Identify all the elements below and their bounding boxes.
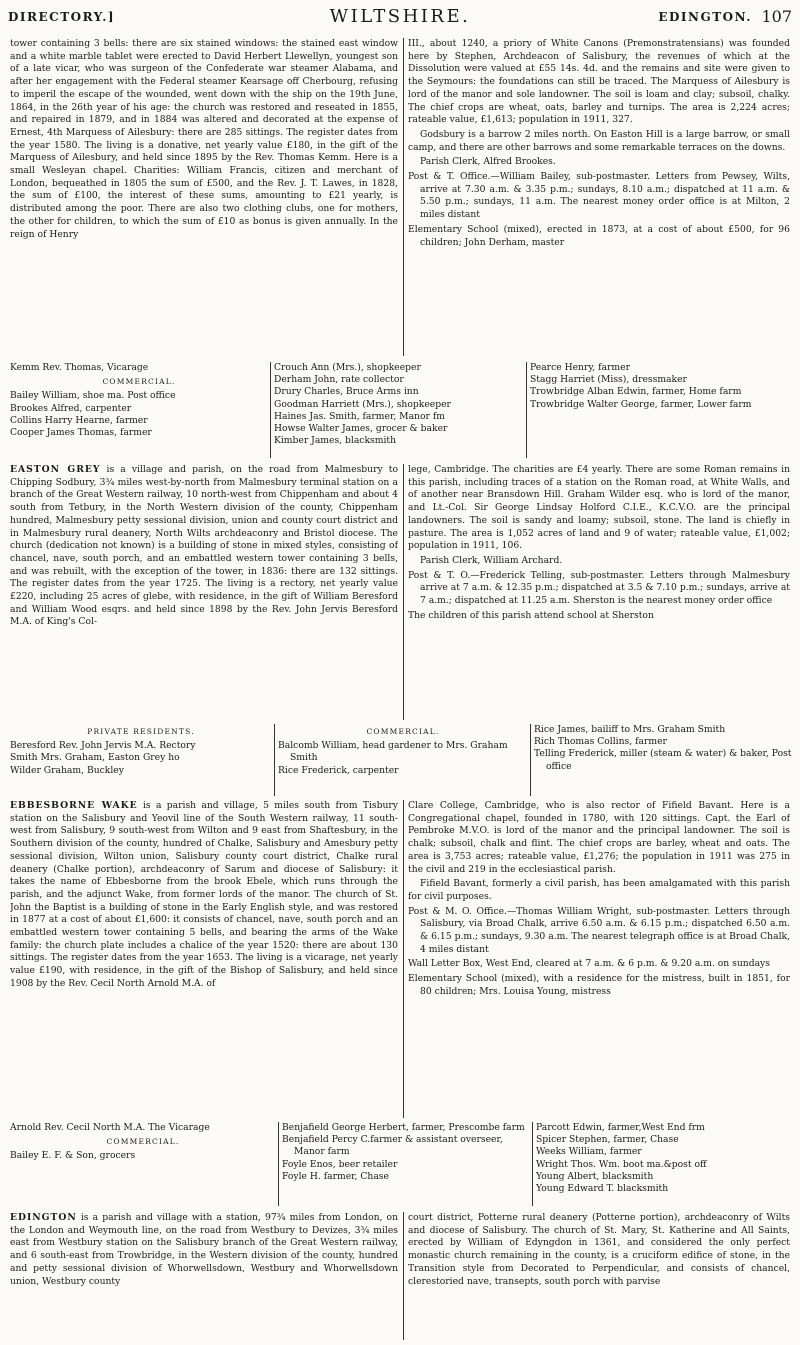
easton-grey-directory-col1 xyxy=(10,724,272,796)
easton-grey-school: The children of this parish attend school at Sherston xyxy=(408,609,654,621)
directory-entry: Brookes Alfred, carpenter xyxy=(10,402,132,414)
directory-entry: Smith Mrs. Graham, Easton Grey ho xyxy=(10,752,180,764)
commercial-heading: COMMERCIAL. xyxy=(106,1137,180,1147)
ebbesborne-wake-right-extra: Fifield Bavant, formerly a civil parish, has been amalgamated with this parish for civil purposes. xyxy=(408,878,790,902)
ebbesborne-wake-directory-col1 xyxy=(10,1122,276,1206)
ebbesborne-wake-wall-letter-box: Wall Letter Box, West End, cleared at 7 a.m. & 6 p.m. & 9.20 a.m. on sundays xyxy=(408,958,770,970)
directory-rule xyxy=(526,362,527,458)
dauntsey-directory-col3 xyxy=(530,362,792,458)
column-rule xyxy=(403,1212,404,1340)
easton-grey-right-text: lege, Cambridge. The charities are £4 yearly. There are some Roman remains in this parish, including traces of a station on the Roman road, at White Walls, and of another near Bransdown Hill. Graham Wilder esq. who is lord of the manor, and Lt.-Col. Sir George Lindsay Holford C.I.E., K.C.V.O. are the principal landowners. The soil is sandy and loamy; subsoil, stone. The land is chiefly in pasture. The area is 1,052 acres of land and 9 of water; rateable value, £1,002; population in 1911, 106. xyxy=(408,464,790,552)
directory-entry: Howse Walter James, grocer & baker xyxy=(274,423,448,435)
ebbesborne-wake-school: Elementary School (mixed), with a residence for the mistress, built in 1851, for 80 children; Mrs. Louisa Young, mistress xyxy=(408,973,790,997)
running-head-right: EDINGTON. xyxy=(658,10,752,24)
directory-entry: Pearce Henry, farmer xyxy=(530,362,630,373)
dauntsey-right-extra: Godsbury is a barrow 2 miles north. On Easton Hill is a large barrow, or small camp, and there are other barrows and some remarkable terraces on the downs. xyxy=(408,128,790,153)
running-head-county: WILTSHIRE. xyxy=(329,6,471,27)
directory-entry: Trowbridge Walter George, farmer, Lower farm xyxy=(530,398,752,410)
edington-heading: EDINGTON xyxy=(10,1212,77,1223)
directory-entry: Wright Thos. Wm. boot ma.&post off xyxy=(536,1158,707,1170)
directory-entry: Young Albert, blacksmith xyxy=(536,1170,654,1182)
directory-entry: Young Edward T. blacksmith xyxy=(536,1183,669,1195)
dauntsey-right-text: III., about 1240, a priory of White Canons (Premonstratensians) was founded here by Stephen, Archdeacon of Salisbury, the revenues of which at the Dissolution were valued at £55 14s. 4d. and the remains and site were given to the Seymours: the foundations can still be traced. The Marquess of Ailesbury is lord of the manor and sole landowner. The soil is loam and clay; subsoil, chalky. The chief crops are wheat, oats, barley and turnips. The area is 2,224 acres; rateable value, £1,613; population in 1911, 327. xyxy=(408,38,790,126)
ebbesborne-wake-right-column xyxy=(408,800,790,1118)
private-residents-heading: PRIVATE RESIDENTS. xyxy=(87,727,195,736)
dauntsey-parish-clerk: Parish Clerk, Alfred Brookes. xyxy=(420,156,556,168)
easton-grey-left-text: is a village and parish, on the road from Malmesbury to Chipping Sodbury, 3¾ miles west-by-north from Malmesbury terminal station on a branch of the Great Western railway, 10 north-west from Chippenham and about 4 south from Tetbury, in the North Western division of the county, Chippenham hundred, Malmesbury petty sessional division, union and county court district and in Malmesbury rural deanery, North Wilts archdeaconry and Bristol diocese. The church (dedication not known) is a building of stone in mixed styles, consisting of chancel, nave, south porch, and an embattled western tower containing 3 bells, and was rebuilt, with the exception of the tower, in 1836: there are 132 sittings. The register dates from the year 1725. The living is a rectory, net yearly value £220, including 25 acres of glebe, with residence, in the gift of William Beresford and William Wood esqrs. and held since 1898 by the Rev. John Jervis Beresford M.A. of King's Col- xyxy=(10,464,398,628)
column-rule xyxy=(403,38,404,356)
ebbesborne-wake-left-column xyxy=(10,800,398,1118)
directory-entry: Haines Jas. Smith, farmer, Manor fm xyxy=(274,410,445,422)
dauntsey-post-office: Post & T. Office.—William Bailey, sub-postmaster. Letters from Pewsey, Wilts, arrive at 7.30 a.m. & 3.35 p.m.; sundays, 8.10 a.m.; dispatched at 11 a.m. & 5.50 p.m.; sundays, 11 a.m. The nearest money order office is at Milton, 2 miles distant xyxy=(408,171,790,221)
directory-entry: Rice James, bailiff to Mrs. Graham Smith xyxy=(534,724,726,735)
directory-entry: Wilder Graham, Buckley xyxy=(10,764,124,776)
ebbesborne-wake-right-text: Clare College, Cambridge, who is also rector of Fifield Bavant. Here is a Congregational chapel, founded in 1780, with 120 sittings. Capt. the Earl of Pembroke M.V.O. is lord of the manor and the principal landowner. The soil is chalk; subsoil, chalk and flint. The chief crops are barley, wheat and oats. The area is 3,753 acres; rateable value, £1,276; the population in 1911 was 275 in the civil and 219 in the ecclesiastical parish. xyxy=(408,800,790,875)
running-head-left: DIRECTORY.] xyxy=(8,10,116,24)
dauntsey-right-column xyxy=(408,38,790,356)
edington-left-column xyxy=(10,1212,398,1340)
easton-grey-heading: EASTON GREY xyxy=(10,464,101,475)
ebbesborne-wake-directory-col2 xyxy=(282,1122,530,1206)
directory-entry: Benjafield Percy C.farmer & assistant overseer, Manor farm xyxy=(282,1134,503,1158)
directory-entry: Rich Thomas Collins, farmer xyxy=(534,736,667,748)
directory-entry: Drury Charles, Bruce Arms inn xyxy=(274,386,419,398)
page-number: 107 xyxy=(761,7,792,26)
directory-rule xyxy=(278,1122,279,1206)
ebbesborne-wake-left-text: is a parish and village, 5 miles south from Tisbury station on the Salisbury and Yeovil line of the South Western railway, 11 south-west from Salisbury, 9 south-west from Wilton and 9 east from Shaftesbury, in the Southern division of the county, hundred of Chalke, Salisbury and Amesbury petty sessional division, Wilton union, Salisbury county court district, Chalke rural deanery (Chalke portion), archdeaconry of Sarum and diocese of Salisbury: it takes the name of Ebbesborne from the brook Ebele, which runs through the parish, and the adjunct Wake, from former lords of the manor. The church of St. John the Baptist is a building of stone in the Early English style, and was restored in 1877 at a cost of about £1,600: it consists of chancel, nave, south porch and an embattled western tower containing 5 bells, and bearing the arms of the Wake family: the church plate includes a chalice of the year 1520: there are about 130 sittings. The register dates from the year 1653. The living is a vicarage, net yearly value £190, with residence, in the gift of the Bishop of Salisbury, and held since 1908 by the Rev. Cecil North Arnold M.A. of xyxy=(10,800,398,989)
directory-entry: Weeks William, farmer xyxy=(536,1146,642,1158)
directory-entry: Foyle Enos, beer retailer xyxy=(282,1158,398,1170)
column-rule xyxy=(403,800,404,1118)
directory-rule xyxy=(532,1122,533,1206)
directory-entry: Kimber James, blacksmith xyxy=(274,435,396,447)
directory-entry: Cooper James Thomas, farmer xyxy=(10,427,152,439)
easton-grey-left-column xyxy=(10,464,398,720)
commercial-heading: COMMERCIAL. xyxy=(102,377,176,387)
edington-right-text: court district, Potterne rural deanery (Potterne portion), archdeaconry of Wilts and diocese of Salisbury. The church of St. Mary, St. Katherine and All Saints, erected by William of Edyngdon in 1361, and considered the only perfect monastic church remaining in the county, is a cruciform edifice of stone, in the Transition style from Decorated to Perpendicular, and consists of chancel, clerestoried nave, transepts, south porch with parvise xyxy=(408,1212,790,1287)
edington-left-text: is a parish and village with a station, 97¾ miles from London, on the London and Weymouth line, on the road from Westbury to Devizes, 3¾ miles east from Westbury station on the Salisbury branch of the Great Western railway, and 6 south-east from Trowbridge, in the Western division of the county, hundred and petty sessional division of Whorwellsdown, Westbury and Whorwellsdown union, Westbury county xyxy=(10,1212,398,1287)
directory-entry: Benjafield George Herbert, farmer, Prescombe farm xyxy=(282,1122,525,1133)
ebbesborne-wake-post-office: Post & M. O. Office.—Thomas William Wright, sub-postmaster. Letters through Salisbury, via Broad Chalk, arrive 6.50 a.m. & 6.15 p.m.; dispatched 6.50 a.m. & 6.15 p.m.; sundays, 9.30 a.m. The nearest telegraph office is at Broad Chalk, 4 miles distant xyxy=(408,905,790,955)
directory-entry: Bailey William, shoe ma. Post office xyxy=(10,390,176,402)
commercial-heading: COMMERCIAL. xyxy=(366,727,440,736)
directory-entry: Arnold Rev. Cecil North M.A. The Vicarage xyxy=(10,1122,210,1133)
dauntsey-school: Elementary School (mixed), erected in 1873, at a cost of about £500, for 96 children; John Derham, master xyxy=(408,223,790,248)
ebbesborne-wake-heading: EBBESBORNE WAKE xyxy=(10,800,138,811)
directory-entry: Goodman Harriett (Mrs.), shopkeeper xyxy=(274,398,451,410)
easton-grey-post-office: Post & T. O.—Frederick Telling, sub-postmaster. Letters through Malmesbury arrive at 7 a.m. & 12.35 p.m.; dispatched at 3.5 & 7.10 p.m.; sundays, arrive at 7 a.m.; dispatched at 11.25 a.m. Sherston is the nearest money order office xyxy=(408,569,790,607)
column-rule xyxy=(403,464,404,720)
easton-grey-directory-col3 xyxy=(534,724,792,796)
dauntsey-left-column xyxy=(10,38,398,356)
directory-entry: Foyle H. farmer, Chase xyxy=(282,1170,389,1182)
directory-entry: Collins Harry Hearne, farmer xyxy=(10,414,148,426)
directory-entry: Balcomb William, head gardener to Mrs. Graham Smith xyxy=(278,740,508,764)
page-header xyxy=(8,4,792,34)
directory-rule xyxy=(270,362,271,458)
directory-rule xyxy=(274,724,275,796)
edington-right-column xyxy=(408,1212,790,1340)
dauntsey-left-text: tower containing 3 bells: there are six stained windows: the stained east window and a white marble tablet were erected to David Herbert Llewellyn, youngest son of a late vicar, who was surgeon of the Confederate war steamer Alabama, and after her engagement with the Federal steamer Kearsage off Cherbourg, refusing to imperil the escape of the wounded, went down with the ship on the 19th June, 1864, in the 26th year of his age: the church was restored and reseated in 1855, and repaired in 1879, and in 1884 was altered and decorated at the expense of Ernest, 4th Marquess of Ailesbury: there are 285 sittings. The register dates from the year 1580. The living is a donative, net yearly value £180, in the gift of the Marquess of Ailesbury, and held since 1895 by the Rev. Thomas Kemm. Here is a small Wesleyan chapel. Charities: William Francis, citizen and merchant of London, bequeathed in 1805 the sum of £500, and the Rev. J. T. Lawes, in 1828, the sum of £100, the interest of these sums, amounting to £21 yearly, is distributed among the poor. There are also two clothing clubs, one for mothers, the other for children, to which the sum of £10 as bonus is given annually. In the reign of Henry xyxy=(10,38,398,240)
directory-entry: Beresford Rev. John Jervis M.A. Rectory xyxy=(10,740,196,752)
directory-entry: Telling Frederick, miller (steam & water) & baker, Post office xyxy=(534,748,792,772)
directory-entry: Derham John, rate collector xyxy=(274,374,404,386)
directory-entry: Spicer Stephen, farmer, Chase xyxy=(536,1134,679,1146)
directory-entry: Parcott Edwin, farmer,West End frm xyxy=(536,1122,705,1133)
directory-entry: Crouch Ann (Mrs.), shopkeeper xyxy=(274,362,421,373)
ebbesborne-wake-directory-col3 xyxy=(536,1122,792,1206)
dauntsey-directory-col1 xyxy=(10,362,268,458)
directory-entry: Kemm Rev. Thomas, Vicarage xyxy=(10,362,149,373)
directory-entry: Bailey E. F. & Son, grocers xyxy=(10,1150,136,1162)
easton-grey-parish-clerk: Parish Clerk, William Archard. xyxy=(420,554,563,566)
dauntsey-directory-col2 xyxy=(274,362,524,458)
directory-entry: Stagg Harriet (Miss), dressmaker xyxy=(530,374,687,386)
directory-entry: Trowbridge Alban Edwin, farmer, Home farm xyxy=(530,386,742,398)
easton-grey-right-column xyxy=(408,464,790,720)
easton-grey-directory-col2 xyxy=(278,724,528,796)
directory-entry: Rice Frederick, carpenter xyxy=(278,764,399,776)
directory-rule xyxy=(530,724,531,796)
